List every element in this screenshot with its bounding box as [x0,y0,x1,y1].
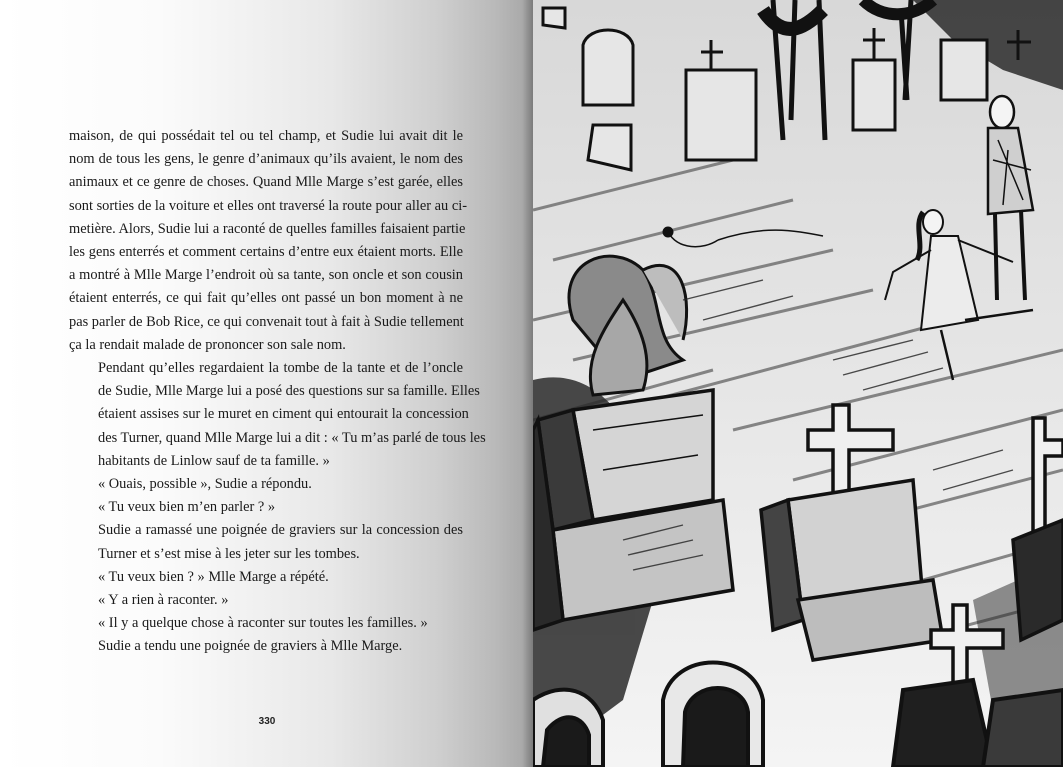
paragraph [69,519,463,565]
text-line: « Tu veux bien ? » Mlle Marge a répété. [98,568,329,585]
paragraph [69,635,463,658]
text-line: les gens enterrés et comment certains d’entre eux étaient morts. Elle [69,244,463,261]
body-text [69,125,486,659]
text-line: des Turner, quand Mlle Marge lui a dit : « Tu m’as parlé de tous les [98,429,486,446]
paragraph [69,125,467,357]
paragraph [69,566,463,589]
text-line: maison, de qui possédait tel ou tel champ, et Sudie lui avait dit le [69,128,463,144]
text-line: metière. Alors, Sudie lui a raconté de quelles familles faisaient partie [69,220,466,237]
text-line: Sudie a ramassé une poignée de graviers sur la concession des [98,522,463,539]
page-number: 330 [258,716,276,727]
text-line: étaient enterrés, ce qui fait qu’elles ont passé un bon moment à ne [69,290,463,307]
paragraph [69,357,486,473]
text-line: pas parler de Bob Rice, ce qui convenait tout à fait à Sudie tellement [69,313,464,330]
text-line: ça la rendait malade de prononcer son sale nom. [69,336,346,353]
text-line: nom de tous les gens, le genre d’animaux qu’ils avaient, le nom des [69,151,463,168]
paragraph [69,496,463,519]
paragraph [69,589,463,612]
text-line: étaient assises sur le muret en ciment qui entourait la concession [98,406,469,423]
text-line: de Sudie, Mlle Marge lui a posé des questions sur sa famille. Elles [98,383,480,400]
text-line: habitants de Linlow sauf de ta famille. » [98,452,330,469]
text-line: « Y a rien à raconter. » [98,592,229,609]
paragraph [69,473,463,496]
text-line: « Tu veux bien m’en parler ? » [98,499,276,516]
text-line: « Ouais, possible », Sudie a répondu. [98,476,312,493]
pedestal [533,390,733,630]
text-line: sont sorties de la voiture et elles ont traversé la route pour aller au ci- [69,197,467,214]
page-gutter-shadow [522,0,533,767]
text-line: a montré à Mlle Marge l’endroit où sa tante, son oncle et son cousin [69,267,463,284]
paragraph [69,612,463,635]
text-line: Pendant qu’elles regardaient la tombe de la tante et de l’oncle [98,360,463,377]
text-line: « Il y a quelque chose à raconter sur toutes les familles. » [98,615,428,632]
cemetery-illustration [533,0,1063,767]
text-line: Sudie a tendu une poignée de graviers à Mlle Marge. [98,638,403,655]
right-page-illustration [533,0,1063,767]
text-line: Turner et s’est mise à les jeter sur les tombes. [98,545,360,562]
text-line: animaux et ce genre de choses. Quand Mlle Marge s’est garée, elles [69,174,463,191]
